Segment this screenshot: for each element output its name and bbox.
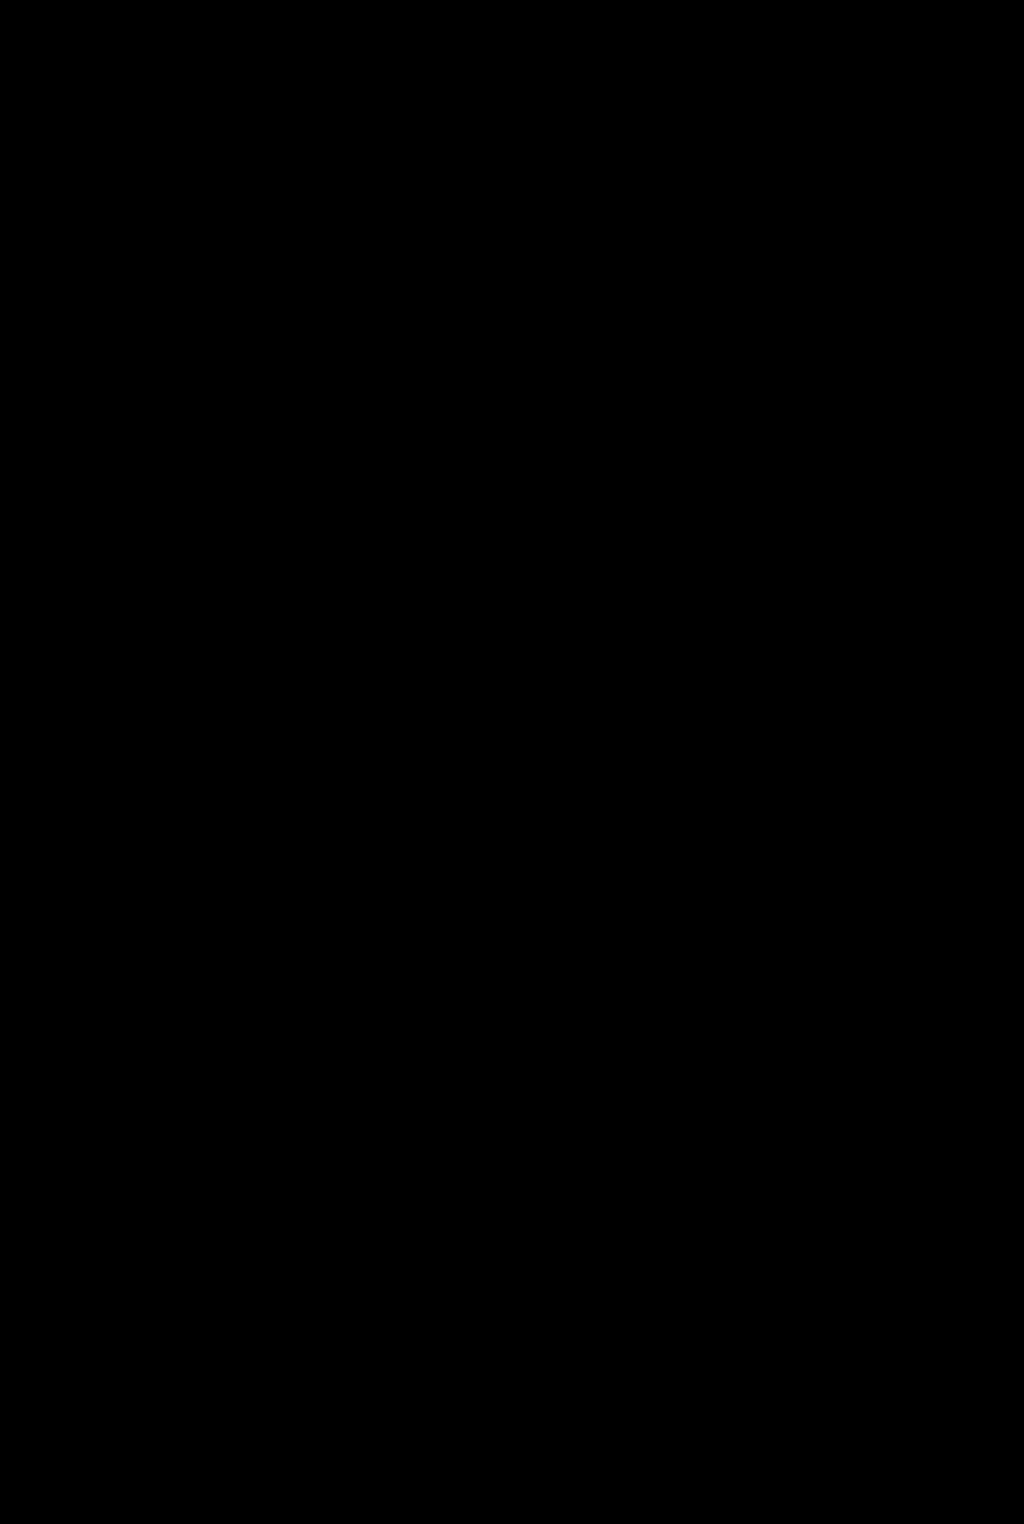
article-body bbox=[66, 210, 978, 1210]
